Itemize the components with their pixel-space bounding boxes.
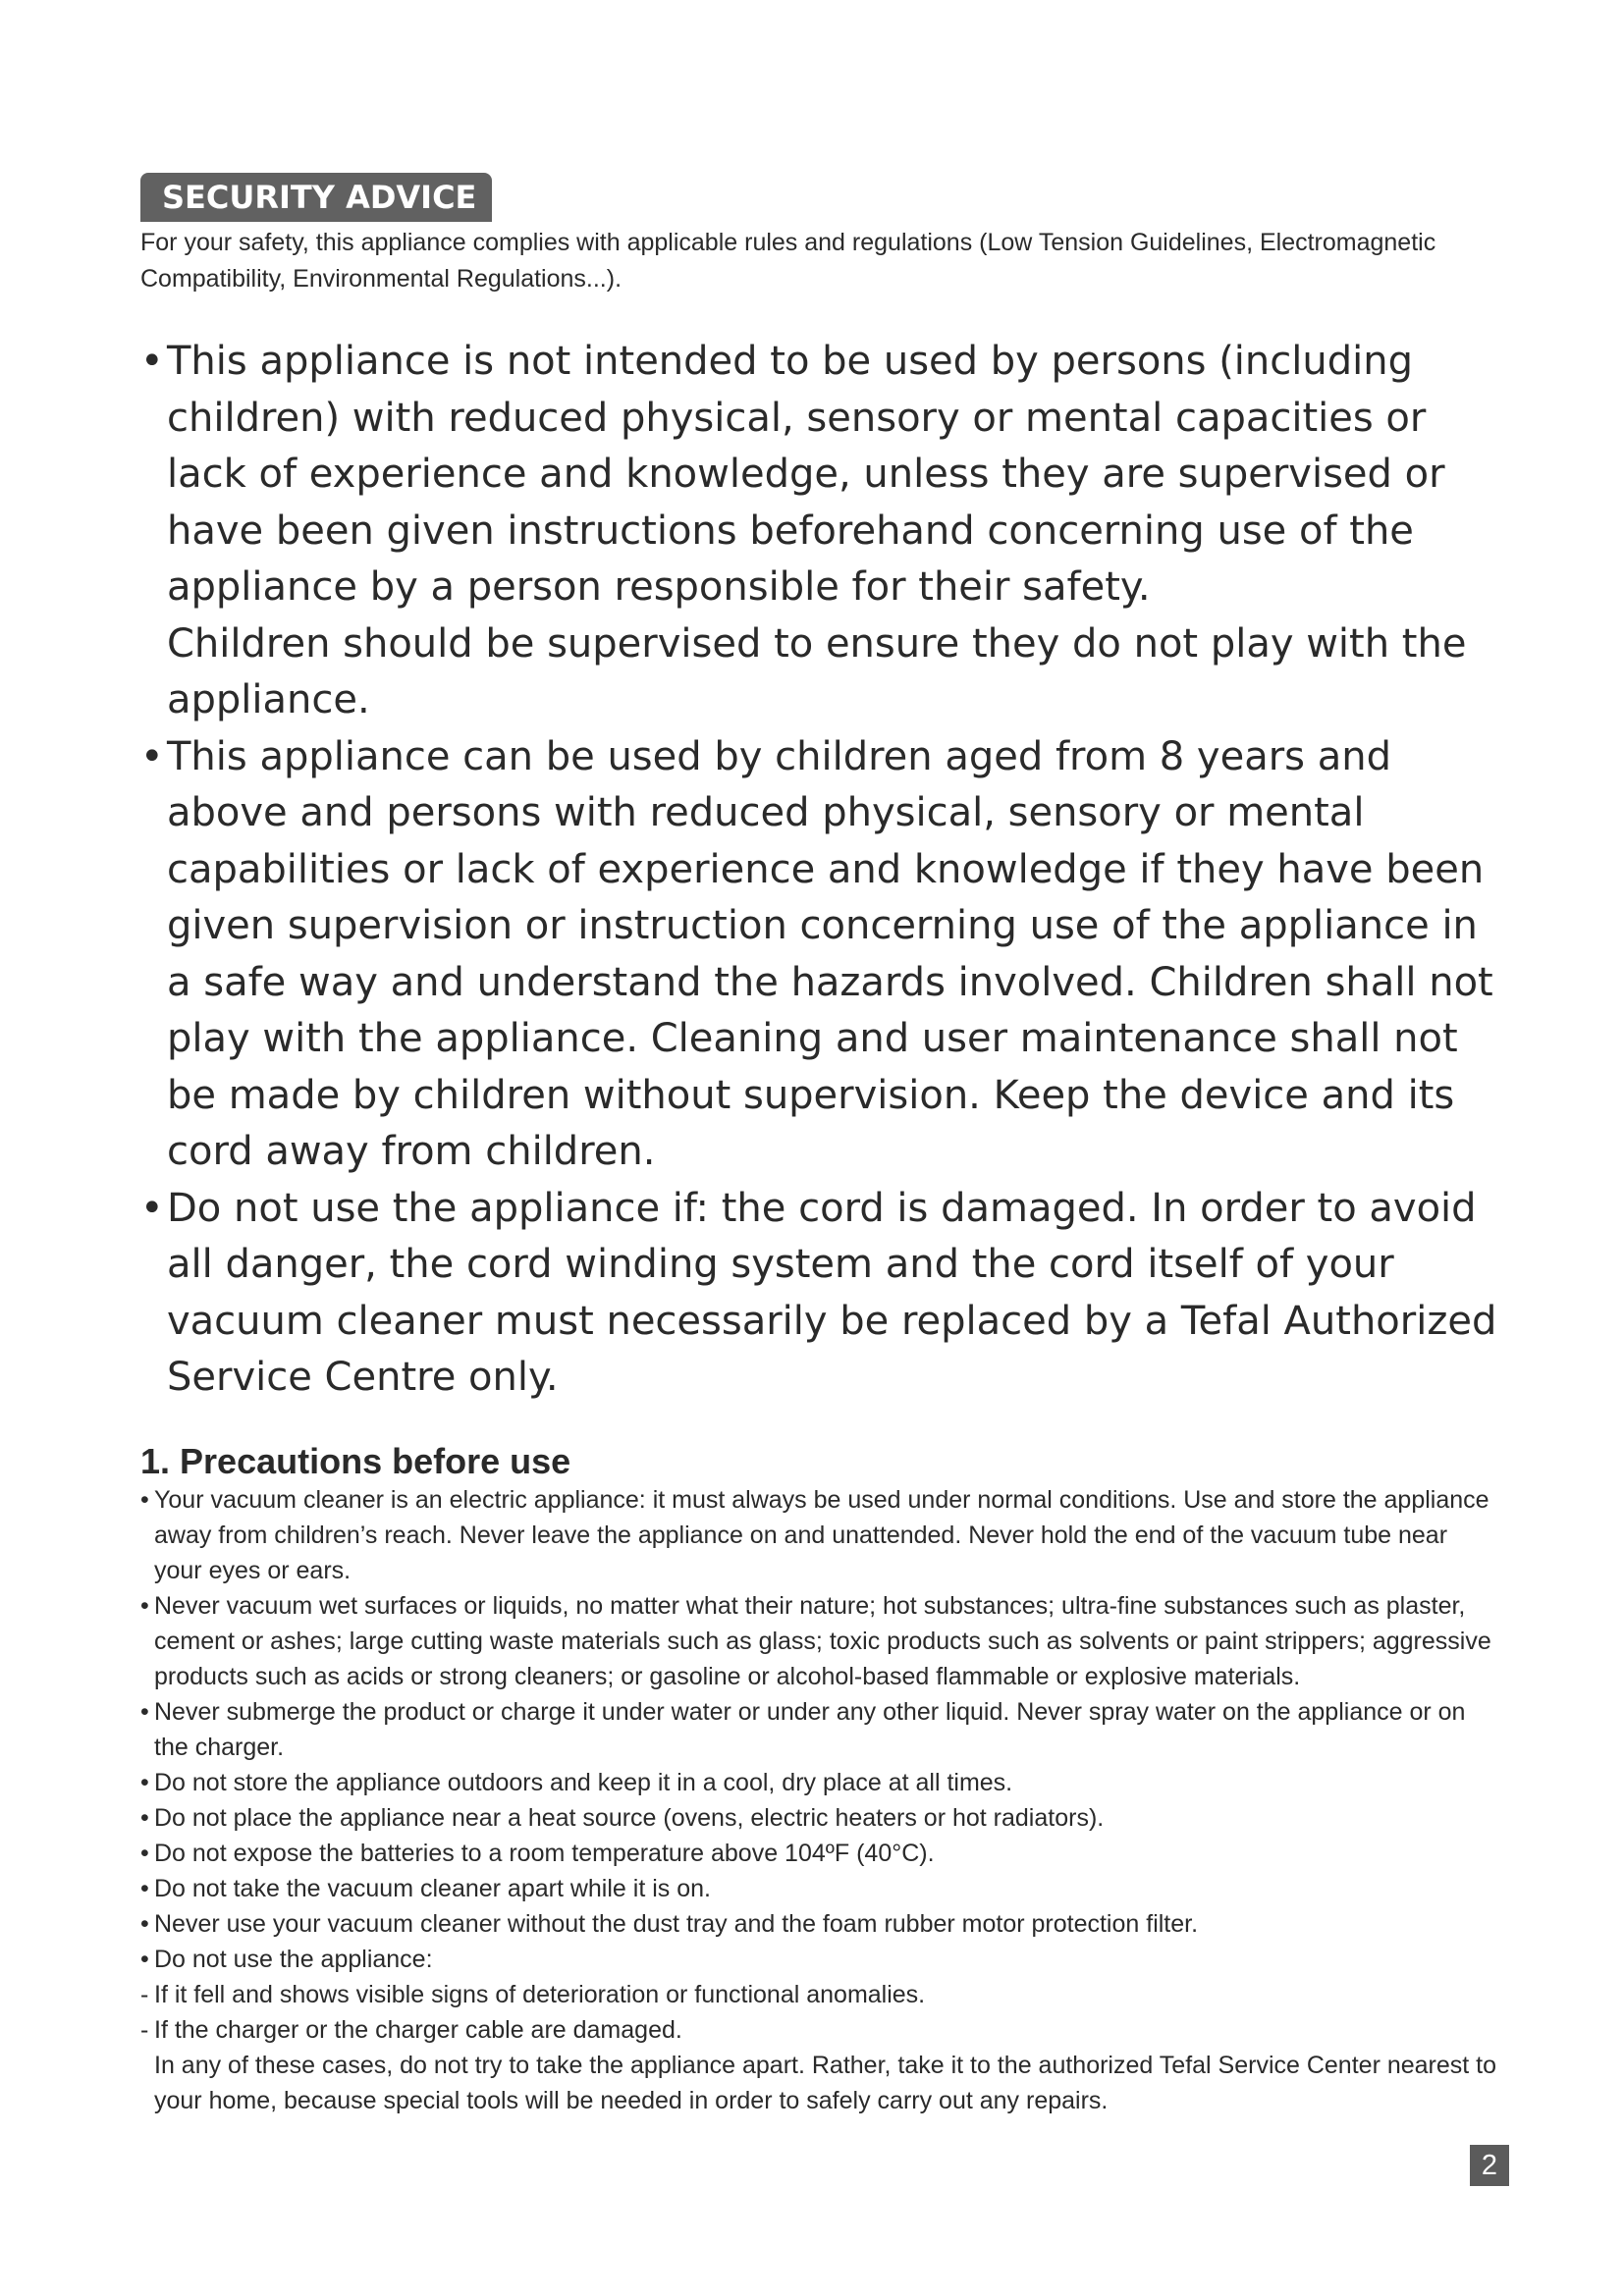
intro-paragraph: For your safety, this appliance complies with applicable rules and regulations (Low Tension Guidelines, Electromagnetic Compatibility, Environmental Regulations...). [140,229,1436,293]
warning-item [140,1181,1500,1407]
warning-text-continued: Children should be supervised to ensure they do not play with the appliance. [167,620,1467,722]
precaution-text: Do not expose the batteries to a room temperature above 104ºF (40°C). [154,1840,935,1867]
precaution-item [140,1906,1500,1942]
precaution-item [140,1765,1500,1800]
bullet: • [140,1910,149,1938]
warning-list [140,334,1500,1407]
closing-note: In any of these cases, do not try to take the appliance apart. Rather, take it to the authorized Tefal Service Center nearest to your home, because special tools will be needed in order to safely carry out any repairs. [154,2052,1497,2114]
warning-item [140,334,1500,729]
precaution-text: Your vacuum cleaner is an electric appliance: it must always be used under normal conditions. Use and store the appliance away from children’s reach. Never leave the appliance on and unattended. Never hold the end of the vacuum tube near your eyes or ears. [154,1486,1489,1584]
bullet: • [140,1698,149,1726]
bullet: • [140,1769,149,1796]
warning-text: This appliance is not intended to be used by persons (including children) with reduced physical, sensory or mental capacities or lack of experience and knowledge, unless they are supervised or have been given instructions beforehand concerning use of the appliance by a person responsible for their safety. [167,339,1445,610]
bullet: • [140,1486,149,1514]
section-title: 1. Precautions before use [140,1441,571,1481]
precaution-item [140,1482,1500,1588]
bullet: • [140,1592,149,1620]
bullet: • [140,733,164,779]
precaution-text: If it fell and shows visible signs of deterioration or functional anomalies. [154,1981,926,2008]
precaution-item [140,1836,1500,1871]
bullet: • [140,1946,149,1973]
precaution-item [140,1800,1500,1836]
precaution-text: Do not take the vacuum cleaner apart while it is on. [154,1875,711,1902]
bullet: • [140,1875,149,1902]
precaution-text: Never use your vacuum cleaner without the dust tray and the foam rubber motor protection filter. [154,1910,1199,1938]
precaution-item [140,1694,1500,1765]
precaution-text: Do not use the appliance: [154,1946,433,1973]
page-number: 2 [1470,2145,1509,2186]
security-advice-heading: SECURITY ADVICE [140,173,492,222]
dash: - [140,1981,149,2008]
bullet: • [140,1185,164,1231]
warning-item [140,729,1500,1181]
bullet: • [140,339,164,384]
precautions-list [140,1482,1500,2118]
precaution-text: Never submerge the product or charge it under water or under any other liquid. Never spray water on the appliance or on the charger. [154,1698,1466,1761]
precaution-text: Do not store the appliance outdoors and keep it in a cool, dry place at all times. [154,1769,1013,1796]
warning-text: This appliance can be used by children aged from 8 years and above and persons with reduced physical, sensory or mental capabilities or lack of experience and knowledge if they have been given supervision or instruction concerning use of the appliance in a safe way and understand the hazards involved. Children shall not play with the appliance. Cleaning and user maintenance shall not be made by children without supervision. Keep the device and its cord away from children. [167,733,1493,1174]
precaution-item [140,1588,1500,1694]
precaution-text: Never vacuum wet surfaces or liquids, no matter what their nature; hot substances; ultra-fine substances such as plaster, cement or ashes; large cutting waste materials such as glass; toxic products such as solvents or paint strippers; aggressive products such as acids or strong cleaners; or gasoline or alcohol-based flammable or explosive materials. [154,1592,1491,1690]
precaution-subitem [140,1977,1500,2012]
precaution-text: Do not place the appliance near a heat source (ovens, electric heaters or hot radiators). [154,1804,1105,1832]
bullet: • [140,1804,149,1832]
precaution-item [140,1871,1500,1906]
warning-text: Do not use the appliance if: the cord is damaged. In order to avoid all danger, the cord winding system and the cord itself of your vacuum cleaner must necessarily be replaced by a Tefal Authorized Service Centre only. [167,1185,1497,1400]
precaution-text: If the charger or the charger cable are damaged. [154,2016,682,2044]
precaution-item [140,1942,1500,1977]
bullet: • [140,1840,149,1867]
dash: - [140,2016,149,2044]
precaution-subitem [140,2012,1500,2048]
